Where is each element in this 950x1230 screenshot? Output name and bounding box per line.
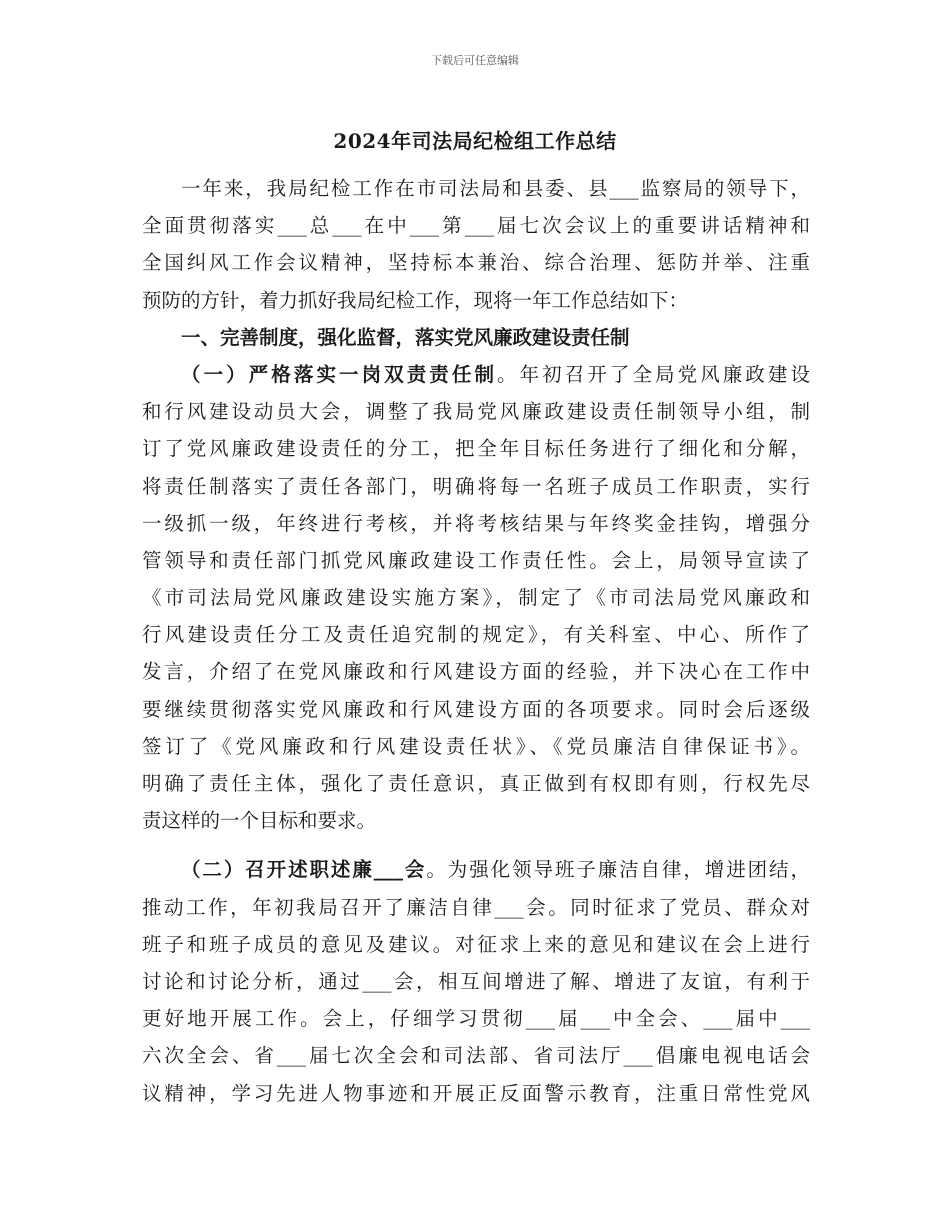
paragraph-line: 议精神，学习先进人物事迹和开展正反面警示教育，注重日常性党风: [142, 1081, 810, 1105]
paragraph-line: 《市司法局党风廉政建设实施方案》，制定了《市司法局党风廉政和: [142, 586, 810, 610]
subsection-text: 。为强化领导班子廉洁自律，增进团结，: [426, 858, 810, 882]
paragraph-line: 订了党风廉政建设责任的分工，把全年目标任务进行了细化和分解，: [142, 437, 810, 461]
paragraph-line: 更好地开展工作。会上，仔细学习贯彻___届___中全会、___届中___: [142, 1007, 810, 1031]
paragraph-line: 明确了责任主体，强化了责任意识，真正做到有权即有则，行权先尽: [142, 772, 810, 795]
paragraph-line: 签订了《党风廉政和行风建设责任状》、《党员廉洁自律保证书》。: [142, 734, 810, 758]
paragraph-gap: [142, 839, 810, 851]
document-title: 2024年司法局纪检组工作总结: [333, 129, 617, 153]
page-header-note: 下载后可任意编辑: [431, 54, 519, 67]
intro-line: 预防的方针，着力抓好我局纪检工作，现将一年工作总结如下：: [142, 288, 689, 312]
paragraph-line: 一级抓一级，年终进行考核，并将考核结果与年终奖金挂钩，增强分: [142, 511, 810, 535]
paragraph-line: 推动工作，年初我局召开了廉洁自律___会。同时征求了党员、群众对: [142, 895, 810, 919]
document-body: [142, 170, 810, 1112]
paragraph-line: 将责任制落实了责任各部门，明确将每一名班子成员工作职责，实行: [142, 474, 810, 498]
subsection-first-line: [142, 851, 810, 888]
paragraph-line: 讨论和讨论分析，通过___会，相互间增进了解、增进了友谊，有利于: [142, 969, 810, 993]
subsection-lead: （二）召开述职述廉___会: [181, 858, 427, 882]
paragraph-line: 要继续贯彻落实党风廉政和行风建设方面的各项要求。同时会后逐级: [142, 697, 810, 721]
paragraph-line: 发言，介绍了在党风廉政和行风建设方面的经验，并下决心在工作中: [142, 660, 810, 684]
intro-line: 全面贯彻落实___总___在中___第___届七次会议上的重要讲话精神和: [142, 214, 810, 238]
subsection-text: 。年初召开了全局党风廉政建设: [497, 362, 810, 386]
paragraph-line: 管领导和责任部门抓党风廉政建设工作责任性。会上，局领导宣读了: [142, 548, 810, 572]
subsection-first-line: [142, 356, 810, 393]
paragraph-line: 六次全会、省___届七次全会和司法部、省司法厅___倡廉电视电话会: [142, 1044, 810, 1068]
paragraph-line: 行风建设责任分工及责任追究制的规定》，有关科室、中心、所作了: [142, 623, 810, 647]
subsection-lead: （一）严格落实一岗双责责任制: [181, 362, 498, 386]
intro-line: 全国纠风工作会议精神，坚持标本兼治、综合治理、惩防并举、注重: [142, 251, 810, 275]
paragraph-line: 责这样的一个目标和要求。: [142, 809, 377, 833]
paragraph-line: 和行风建设动员大会，调整了我局党风廉政建设责任制领导小组，制: [142, 400, 810, 424]
paragraph-line: 班子和班子成员的意见及建议。对征求上来的意见和建议在会上进行: [142, 932, 810, 956]
intro-line: 一年来，我局纪检工作在市司法局和县委、县___监察局的领导下，: [181, 177, 810, 200]
section-heading: 一、完善制度，强化监督，落实党风廉政建设责任制: [181, 325, 630, 349]
